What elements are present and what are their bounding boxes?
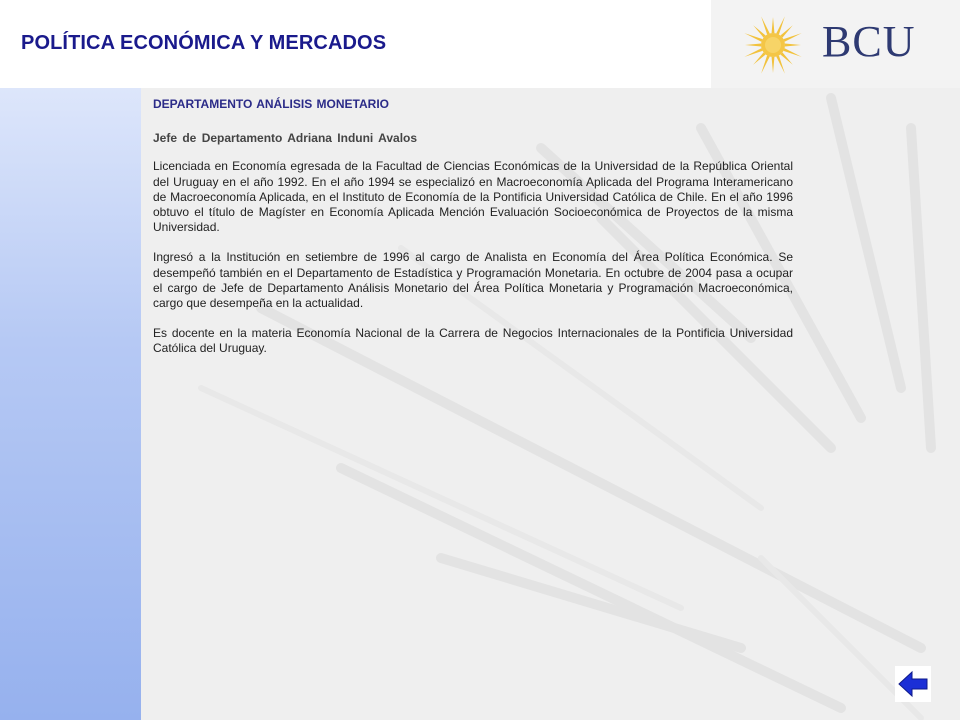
- header-bar: [0, 0, 960, 88]
- bcu-logo: [711, 0, 960, 88]
- head-name: Adriana Induni Avalos: [287, 131, 418, 146]
- page-title: POLÍTICA ECONÓMICA Y MERCADOS: [21, 32, 387, 54]
- arrow-left-icon: [895, 666, 931, 702]
- department-heading: DEPARTAMENTO ANÁLISIS MONETARIO: [153, 97, 389, 111]
- back-button[interactable]: [895, 666, 931, 702]
- sun-emblem-icon: [739, 11, 807, 79]
- left-sidebar-stripe: [0, 88, 141, 720]
- department-head: [153, 131, 793, 146]
- logo-text: BCU: [822, 17, 916, 66]
- profile-content: [153, 97, 793, 372]
- bio-paragraph: Es docente en la materia Economía Nacional de la Carrera de Negocios Internacionales de la Pontificia Universidad Católica del Uruguay.: [153, 326, 793, 356]
- head-label: Jefe de Departamento: [153, 131, 283, 146]
- bio-paragraph: Ingresó a la Institución en setiembre de 1996 al cargo de Analista en Economía del Área Política Económica. Se desempeñó también en el Departamento de Estadística y Programación Monetaria. En octubre de 2004 pasa a ocupar el cargo de Jefe de Departamento Análisis Monetario del Área Política Monetaria y Programación Macroeconómica, cargo que desempeña en la actualidad.: [153, 250, 793, 311]
- bio-paragraph: Licenciada en Economía egresada de la Facultad de Ciencias Económicas de la Universidad de la República Oriental del Uruguay en el año 1992. En el año 1994 se especializó en Macroeconomía Aplicada del Programa Interamericano de Macroeconomía Aplicada, en el Instituto de Economía de la Pontificia Universidad Católica de Chile. En el año 1996 obtuvo el título de Magíster en Economía Aplicada Mención Evaluación Socioeconómica de Proyectos de la misma Universidad.: [153, 159, 793, 235]
